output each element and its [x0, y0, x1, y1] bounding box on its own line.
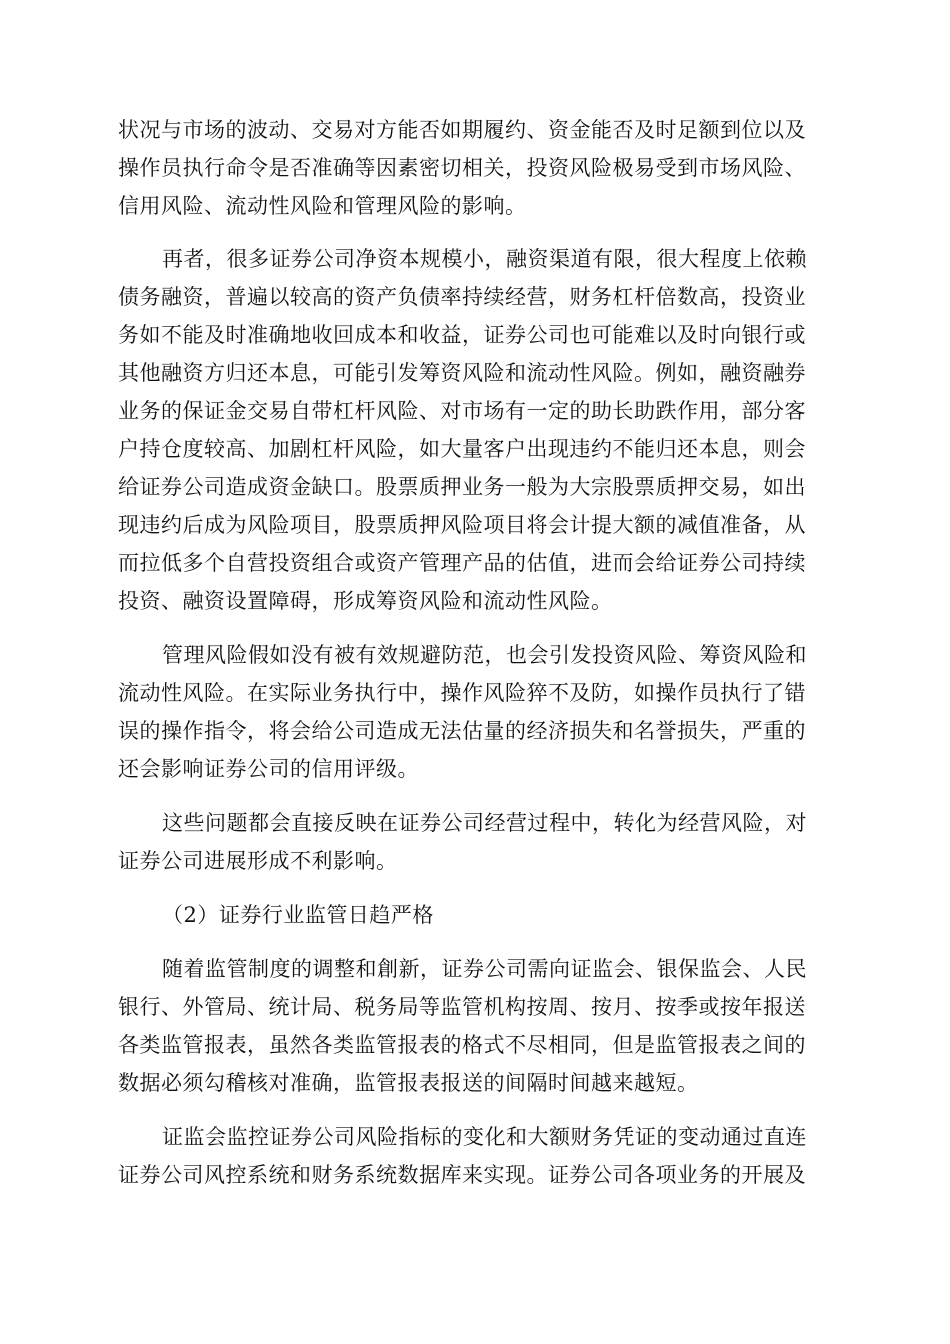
text-line: 管理风险假如没有被有效规避防范，也会引发投资风险、筹资风险和: [162, 643, 807, 667]
text-line: 给证券公司造成资金缺口。股票质押业务一般为大宗股票质押交易，如出: [118, 475, 806, 499]
section-heading: （2）证券行业监管日趋严格: [162, 903, 434, 927]
text-line: 投资、融资设置障碍，形成筹资风险和流动性风险。: [118, 589, 613, 613]
text-line: 各类监管报表，虽然各类监管报表的格式不尽相同，但是监管报表之间的: [118, 1033, 806, 1057]
text-line: 其他融资方归还本息，可能引发筹资风险和流动性风险。例如，融资融券: [118, 361, 806, 385]
text-line: 证券公司风控系统和财务系统数据库来实现。证券公司各项业务的开展及: [118, 1163, 806, 1187]
text-line: 债务融资，普遍以较高的资产负债率持续经营，财务杠杆倍数高，投资业: [118, 285, 806, 309]
text-line: 证监会监控证券公司风险指标的变化和大额财务凭证的变动通过直连: [162, 1125, 807, 1149]
text-line: 这些问题都会直接反映在证券公司经营过程中，转化为经营风险，对: [162, 811, 807, 835]
text-line: 随着监管制度的调整和創新，证券公司需向证监会、银保监会、人民: [162, 957, 807, 981]
text-line: 证券公司进展形成不利影响。: [118, 849, 398, 873]
text-line: 而拉低多个自营投资组合或资产管理产品的估值，进而会给证券公司持续: [118, 551, 806, 575]
text-line: 操作员执行命令是否准确等因素密切相关，投资风险极易受到市场风险、: [118, 156, 806, 180]
text-line: 现违约后成为风险项目，股票质押风险项目将会计提大额的减值准备，从: [118, 513, 806, 537]
text-line: 数据必须勾稽核对准确，监管报表报送的间隔时间越来越短。: [118, 1071, 699, 1095]
text-line: 状况与市场的波动、交易对方能否如期履约、资金能否及时足额到位以及: [118, 118, 806, 142]
text-line: 还会影响证券公司的信用评级。: [118, 757, 419, 781]
text-line: 信用风险、流动性风险和管理风险的影响。: [118, 194, 527, 218]
text-line: 银行、外管局、统计局、税务局等监管机构按周、按月、按季或按年报送: [118, 995, 806, 1019]
text-line: 误的操作指令，将会给公司造成无法估量的经济损失和名誉损失，严重的: [118, 719, 806, 743]
text-line: 再者，很多证券公司净资本规模小，融资渠道有限，很大程度上依赖: [162, 247, 807, 271]
text-line: 务如不能及时准确地收回成本和收益，证券公司也可能难以及时向银行或: [118, 323, 806, 347]
text-line: 户持仓度较高、加剧杠杆风险，如大量客户出现违约不能归还本息，则会: [118, 437, 806, 461]
text-line: 业务的保证金交易自带杠杆风险、对市场有一定的助长助跌作用，部分客: [118, 399, 806, 423]
text-line: 流动性风险。在实际业务执行中，操作风险猝不及防，如操作员执行了错: [118, 681, 806, 705]
